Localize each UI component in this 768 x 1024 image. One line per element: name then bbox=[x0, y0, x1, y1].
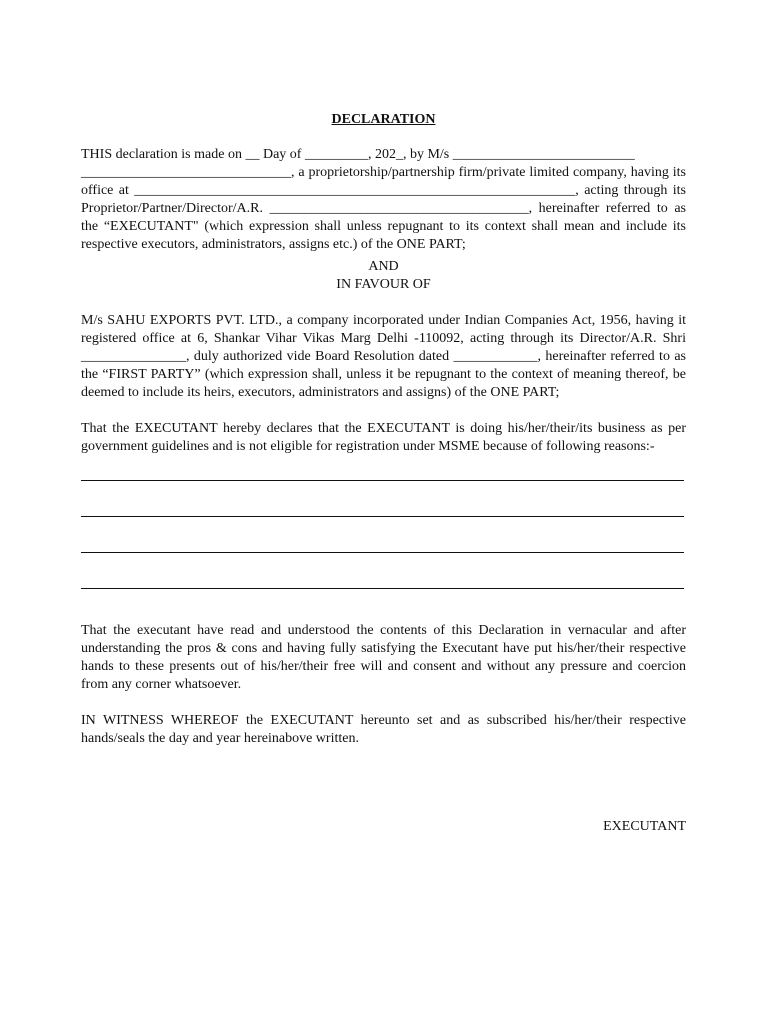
intro-paragraph: ______________________________, a proprietorship/partnership firm/private limited company, having its office at _______________________________________________________________, acting through its Proprietor/Partner/Director/A.R. _____________________________________, hereinafter referred to as the “EXECUTANT" (which expression shall unless repugnant to its context shall mean and include its respective executors, administrators, assigns etc.) of the ONE PART; bbox=[81, 165, 686, 252]
reason-blank-line-4 bbox=[81, 578, 686, 614]
reason-blank-line-3 bbox=[81, 542, 686, 578]
intro-line-1: THIS declaration is made on __ Day of _________, 202_, by M/s __________________________ bbox=[81, 147, 635, 162]
reason-blank-line-2 bbox=[81, 506, 686, 542]
document-title: DECLARATION bbox=[331, 112, 436, 127]
understanding-paragraph: That the executant have read and understood the contents of this Declaration in vernacular and after understanding the pros & cons and having fully satisfying the Executant have put his/her/their respective hands to these presents out of his/her/their free will and consent and without any pressure and coercion from any corner whatsoever. bbox=[81, 623, 686, 692]
declaration-paragraph: That the EXECUTANT hereby declares that the EXECUTANT is doing his/her/their/its business as per government guidelines and is not eligible for registration under MSME because of following reasons:- bbox=[81, 421, 686, 454]
executant-signature-label: EXECUTANT bbox=[603, 819, 686, 834]
in-favour-of-heading: IN FAVOUR OF bbox=[336, 277, 431, 292]
first-party-paragraph: M/s SAHU EXPORTS PVT. LTD., a company incorporated under Indian Companies Act, 1956, having it registered office at 6, Shankar Vihar Vikas Marg Delhi -110092, acting through its Director/A.R. Shri _______________, duly authorized vide Board Resolution dated ____________, hereinafter referred to as the “FIRST PARTY” (which expression shall, unless it be repugnant to the context of meaning thereof, be deemed to include its heirs, executors, administrators and assigns) of the ONE PART; bbox=[81, 313, 686, 400]
declaration-page bbox=[81, 110, 686, 836]
and-heading: AND bbox=[368, 259, 399, 274]
witness-paragraph: IN WITNESS WHEREOF the EXECUTANT hereunto set and as subscribed his/her/their respective hands/seals the day and year hereinabove written. bbox=[81, 713, 686, 746]
reason-blank-line-1 bbox=[81, 470, 686, 506]
